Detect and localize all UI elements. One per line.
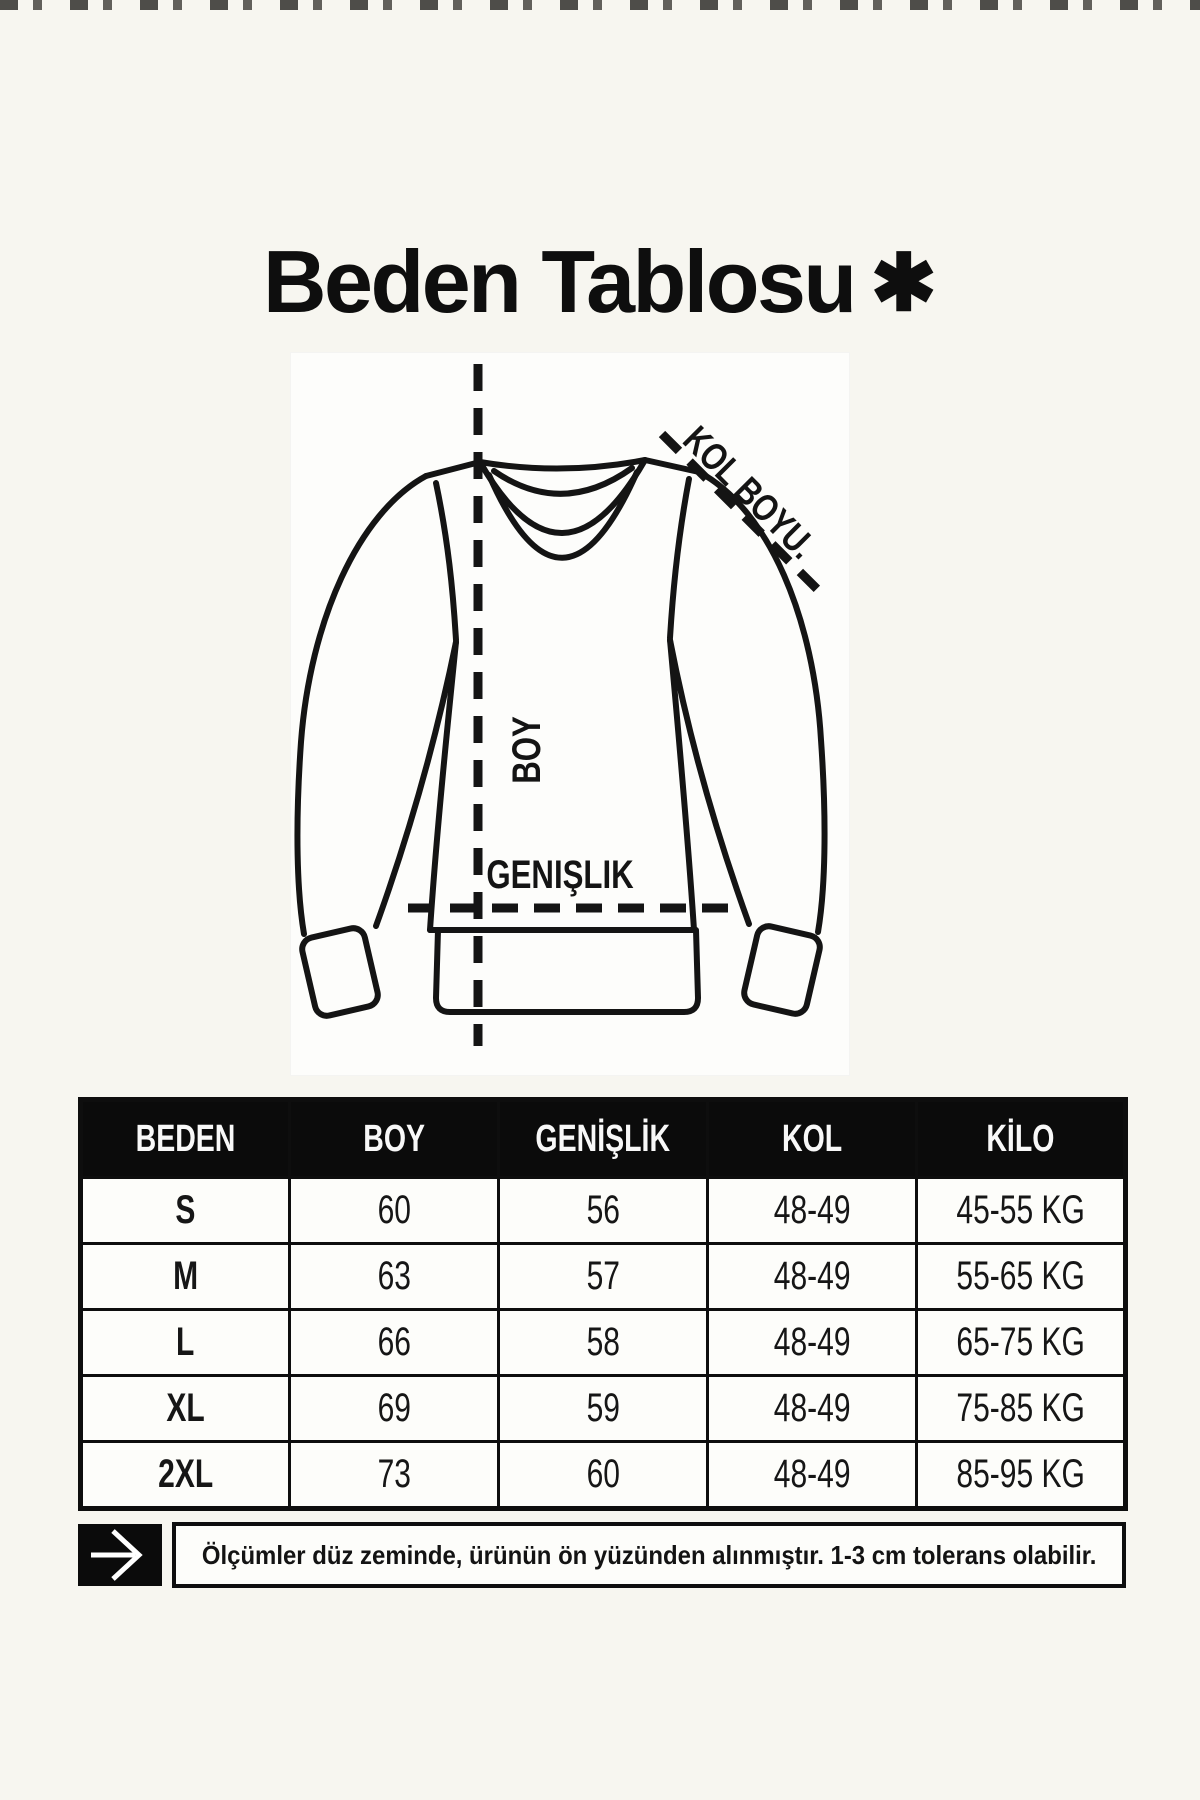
genislik-value: 56 (586, 1188, 620, 1232)
left-armhole-seam (436, 483, 456, 640)
col-header-kilo-label: KİLO (986, 1117, 1055, 1160)
table-row-xl (81, 1376, 1126, 1442)
kilo-cell (917, 1178, 1126, 1244)
boy-value: 66 (377, 1320, 411, 1364)
col-header-kilo (917, 1100, 1126, 1178)
col-header-genislik (499, 1100, 708, 1178)
kilo-cell (917, 1442, 1126, 1509)
genislik-cell (499, 1376, 708, 1442)
left-body-side (430, 642, 456, 930)
size-cell (81, 1178, 290, 1244)
col-header-beden (81, 1100, 290, 1178)
col-header-beden-label: BEDEN (135, 1117, 236, 1160)
col-header-boy-label: BOY (363, 1117, 425, 1160)
sleeve-label: KOL BOYU. (674, 418, 824, 568)
kilo-value: 85-95 KG (956, 1452, 1085, 1496)
back-neck-arc (494, 468, 632, 494)
kilo-cell (917, 1376, 1126, 1442)
size-cell (81, 1376, 290, 1442)
scan-artifact-strip (0, 0, 1200, 10)
kilo-cell (917, 1244, 1126, 1310)
boy-cell (290, 1178, 499, 1244)
genislik-cell (499, 1442, 708, 1509)
col-header-kol-label: KOL (781, 1117, 843, 1160)
genislik-value: 60 (586, 1452, 620, 1496)
table-row-2xl (81, 1442, 1126, 1509)
kol-value: 48-49 (773, 1188, 851, 1232)
boy-cell (290, 1442, 499, 1509)
boy-value: 60 (377, 1188, 411, 1232)
collar-inner-arc (489, 472, 637, 558)
title-asterisk: ✱ (870, 238, 938, 327)
measurement-note: Ölçümler düz zeminde, ürünün ön yüzünden alınmıştır. 1-3 cm tolerans olabilir. (201, 1539, 1097, 1570)
measurement-note-box (172, 1522, 1126, 1588)
kol-cell (708, 1376, 917, 1442)
size-table-header (81, 1100, 1126, 1178)
left-cuff (300, 926, 380, 1018)
width-label: GENIŞLIK (486, 852, 634, 897)
size-table (78, 1097, 1128, 1511)
size-value: 2XL (157, 1452, 214, 1496)
collar-top-edge (480, 460, 645, 469)
boy-cell (290, 1376, 499, 1442)
page-title-text: Beden Tablosu (262, 232, 855, 331)
kol-value: 48-49 (773, 1254, 851, 1298)
right-arrow-icon (78, 1524, 162, 1586)
kol-cell (708, 1244, 917, 1310)
kol-cell (708, 1178, 917, 1244)
genislik-value: 58 (586, 1320, 620, 1364)
left-shoulder-line (426, 462, 480, 476)
right-cuff (742, 924, 822, 1016)
kol-value: 48-49 (773, 1452, 851, 1496)
size-value: XL (166, 1386, 205, 1430)
boy-value: 73 (377, 1452, 411, 1496)
kilo-cell (917, 1310, 1126, 1376)
size-cell (81, 1310, 290, 1376)
table-row-l (81, 1310, 1126, 1376)
size-value: S (175, 1188, 196, 1232)
kol-value: 48-49 (773, 1386, 851, 1430)
genislik-cell (499, 1244, 708, 1310)
boy-cell (290, 1244, 499, 1310)
page-title (0, 232, 1200, 331)
sweatshirt-diagram (240, 350, 860, 1050)
kol-cell (708, 1442, 917, 1509)
col-header-boy (290, 1100, 499, 1178)
size-value: M (172, 1254, 198, 1298)
genislik-value: 57 (586, 1254, 620, 1298)
table-row-s (81, 1178, 1126, 1244)
size-cell (81, 1244, 290, 1310)
size-value: L (176, 1320, 195, 1364)
genislik-value: 59 (586, 1386, 620, 1430)
kol-cell (708, 1310, 917, 1376)
kilo-value: 65-75 KG (956, 1320, 1085, 1364)
note-arrow-box (78, 1524, 162, 1586)
kol-value: 48-49 (773, 1320, 851, 1364)
col-header-genislik-label: GENİŞLİK (535, 1117, 671, 1160)
boy-cell (290, 1310, 499, 1376)
left-sleeve-outer (297, 476, 426, 934)
length-label: BOY (504, 716, 549, 784)
col-header-kol (708, 1100, 917, 1178)
boy-value: 63 (377, 1254, 411, 1298)
boy-value: 69 (377, 1386, 411, 1430)
kilo-value: 45-55 KG (956, 1188, 1085, 1232)
header-row (81, 1100, 1126, 1178)
kilo-value: 55-65 KG (956, 1254, 1085, 1298)
kilo-value: 75-85 KG (956, 1386, 1085, 1430)
genislik-cell (499, 1310, 708, 1376)
size-cell (81, 1442, 290, 1509)
table-row-m (81, 1244, 1126, 1310)
genislik-cell (499, 1178, 708, 1244)
right-armhole-seam (670, 479, 689, 638)
